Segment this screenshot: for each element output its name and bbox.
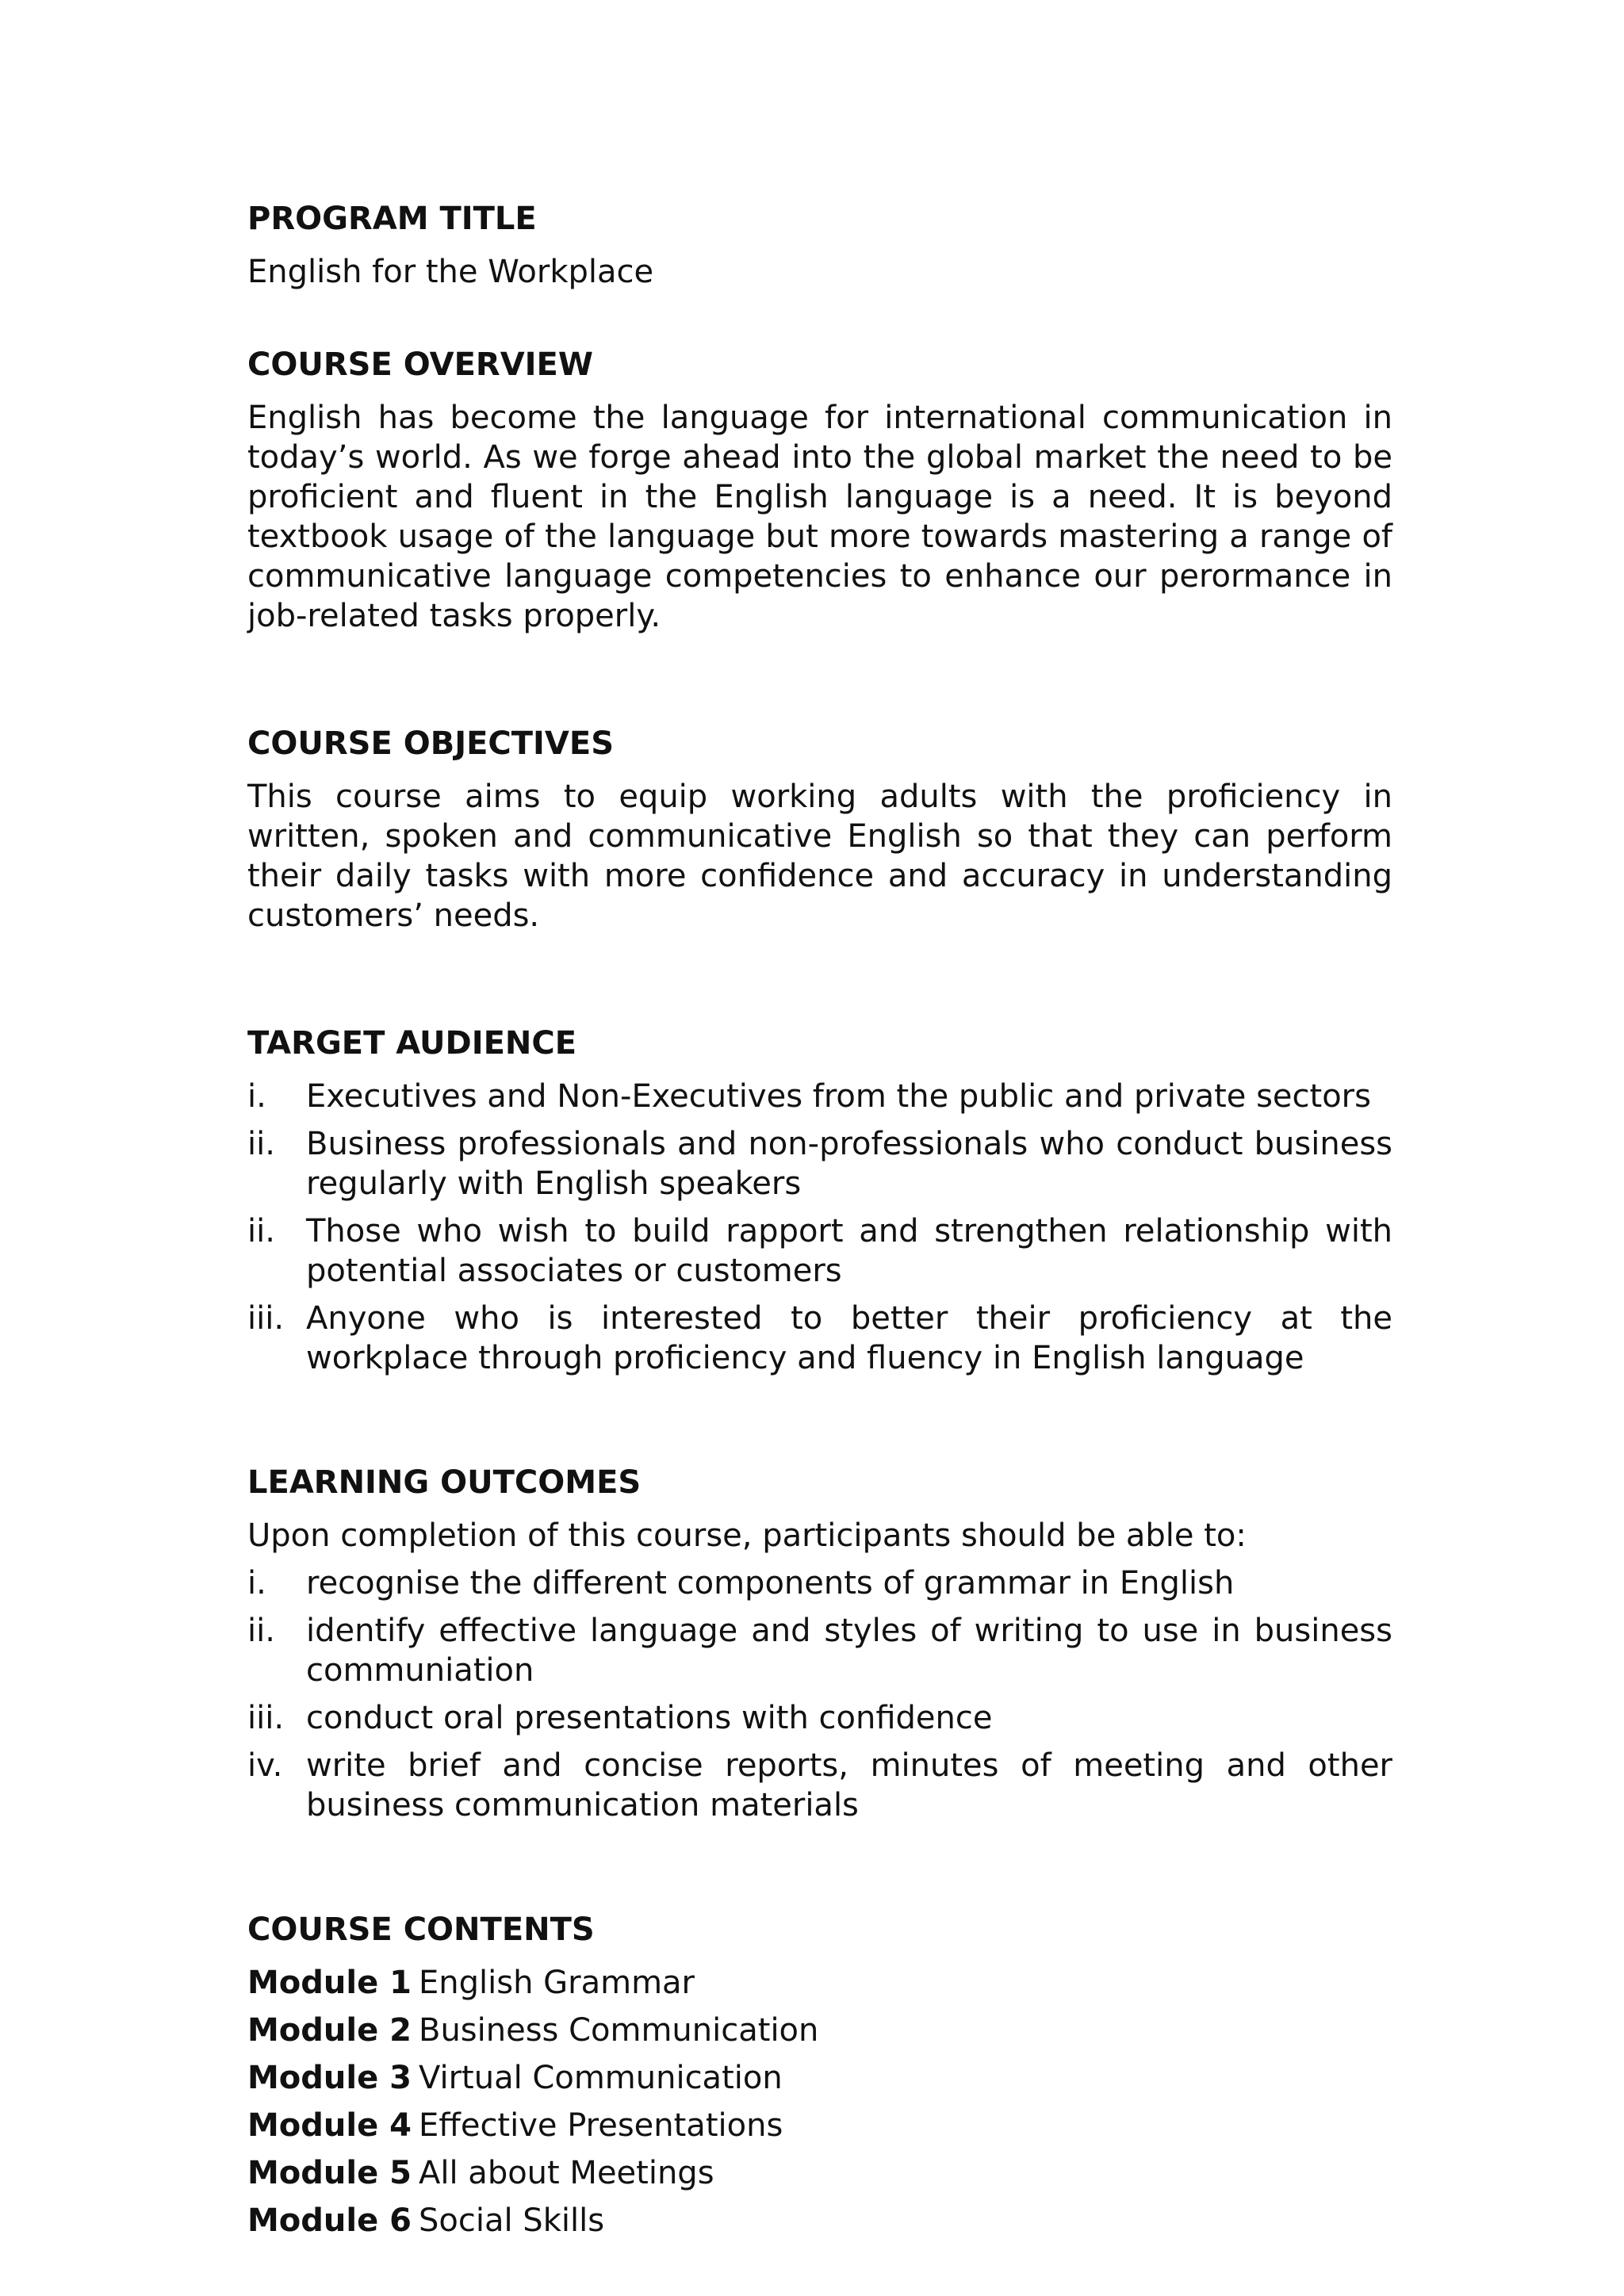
course-contents-heading: COURSE CONTENTS bbox=[247, 1911, 595, 1948]
module-title: Social Skills bbox=[419, 2202, 605, 2239]
module-label: Module 6 bbox=[247, 2202, 412, 2239]
list-item bbox=[247, 1211, 1392, 1291]
module-label: Module 2 bbox=[247, 2012, 412, 2049]
list-item-text: recognise the different components of grammar in English bbox=[306, 1565, 1235, 1601]
module-title: Virtual Communication bbox=[419, 2060, 783, 2096]
learning-outcomes-heading: LEARNING OUTCOMES bbox=[247, 1464, 642, 1501]
list-item bbox=[247, 1746, 1392, 1825]
target-audience-section bbox=[247, 1021, 1392, 1378]
list-item-text: Anyone who is interested to better their proficiency at the workplace through proficiency and fluency in English language bbox=[306, 1300, 1392, 1376]
learning-outcomes-list bbox=[247, 1563, 1392, 1825]
course-overview-section bbox=[247, 342, 1392, 636]
module-row bbox=[247, 1963, 1392, 2003]
module-row bbox=[247, 2058, 1392, 2098]
module-label: Module 4 bbox=[247, 2107, 412, 2144]
module-row bbox=[247, 2106, 1392, 2145]
list-item-text: write brief and concise reports, minutes of meeting and other business communication materials bbox=[306, 1747, 1392, 1823]
list-item-number: i. bbox=[247, 1078, 266, 1115]
module-title: Business Communication bbox=[419, 2012, 819, 2049]
list-item-number: i. bbox=[247, 1565, 266, 1601]
list-item bbox=[247, 1299, 1392, 1378]
list-item-text: Business professionals and non-professionals who conduct business regularly with English speakers bbox=[306, 1126, 1392, 1202]
course-objectives-text: This course aims to equip working adults with the proficiency in written, spoken and communicative English so that they can perform their daily tasks with more confidence and accuracy in understanding customers’ needs. bbox=[247, 779, 1392, 934]
list-item bbox=[247, 1611, 1392, 1690]
list-item bbox=[247, 1563, 1392, 1603]
list-item-number: iii. bbox=[247, 1300, 285, 1337]
target-audience-heading: TARGET AUDIENCE bbox=[247, 1025, 577, 1062]
list-item-text: Those who wish to build rapport and strengthen relationship with potential associates or customers bbox=[306, 1213, 1392, 1289]
list-item bbox=[247, 1124, 1392, 1203]
list-item-text: Executives and Non-Executives from the public and private sectors bbox=[306, 1078, 1371, 1115]
course-objectives-section bbox=[247, 721, 1392, 936]
course-overview-text: English has become the language for international communication in today’s world. As we forge ahead into the global market the need to be proficient and fluent in the English language is a need. It is beyond textbook usage of the language but more towards mastering a range of communicative language competencies to enhance our perormance in job-related tasks properly. bbox=[247, 400, 1392, 634]
module-label: Module 1 bbox=[247, 1965, 412, 2001]
list-item-number: ii. bbox=[247, 1126, 275, 1162]
list-item-number: iii. bbox=[247, 1700, 285, 1736]
program-title-heading: PROGRAM TITLE bbox=[247, 201, 537, 237]
list-item-text: conduct oral presentations with confidence bbox=[306, 1700, 993, 1736]
learning-outcomes-intro: Upon completion of this course, participants should be able to: bbox=[247, 1517, 1247, 1554]
module-row bbox=[247, 2201, 1392, 2241]
course-contents-section bbox=[247, 1908, 1392, 2241]
document-page bbox=[247, 197, 1392, 2248]
course-overview-heading: COURSE OVERVIEW bbox=[247, 346, 593, 383]
module-title: All about Meetings bbox=[419, 2155, 714, 2191]
list-item-number: iv. bbox=[247, 1747, 283, 1784]
list-item-text: identify effective language and styles of writing to use in business communiation bbox=[306, 1613, 1392, 1689]
course-objectives-heading: COURSE OBJECTIVES bbox=[247, 725, 615, 762]
list-item-number: ii. bbox=[247, 1213, 275, 1249]
learning-outcomes-section bbox=[247, 1460, 1392, 1825]
program-title-section bbox=[247, 197, 1392, 292]
target-audience-list bbox=[247, 1077, 1392, 1378]
module-row bbox=[247, 2153, 1392, 2193]
list-item bbox=[247, 1077, 1392, 1116]
module-row bbox=[247, 2011, 1392, 2050]
program-title-text: English for the Workplace bbox=[247, 254, 654, 290]
module-label: Module 3 bbox=[247, 2060, 412, 2096]
module-title: English Grammar bbox=[419, 1965, 695, 2001]
module-title: Effective Presentations bbox=[419, 2107, 783, 2144]
list-item-number: ii. bbox=[247, 1613, 275, 1649]
list-item bbox=[247, 1698, 1392, 1738]
module-label: Module 5 bbox=[247, 2155, 412, 2191]
